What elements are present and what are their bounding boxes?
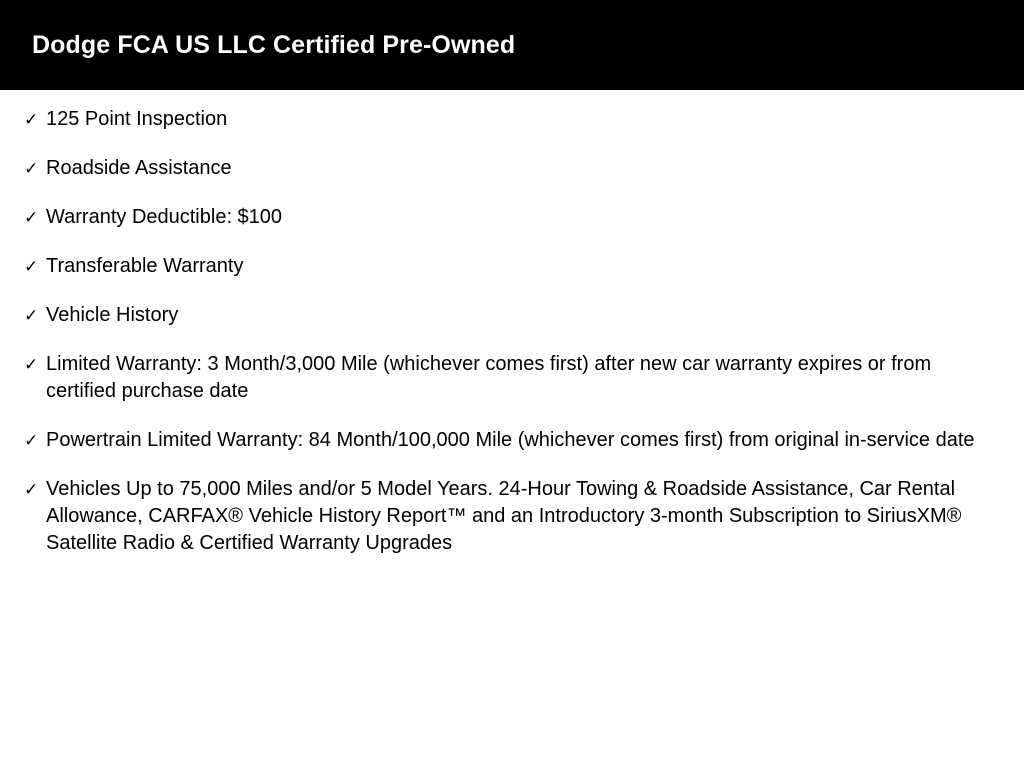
- feature-label: Limited Warranty: 3 Month/3,000 Mile (whichever comes first) after new car warranty expires or from certified purchase date: [46, 353, 932, 402]
- list-item: [24, 476, 1000, 557]
- list-item: [24, 253, 1000, 280]
- feature-label: Roadside Assistance: [46, 157, 232, 179]
- check-icon: ✓: [24, 208, 39, 227]
- header-bar: [0, 0, 1024, 90]
- list-item: [24, 106, 1000, 133]
- check-icon: ✓: [24, 431, 39, 450]
- check-icon: ✓: [24, 159, 39, 178]
- list-item: [24, 155, 1000, 182]
- check-icon: ✓: [24, 257, 39, 276]
- list-item: [24, 427, 1000, 454]
- feature-label: 125 Point Inspection: [46, 108, 228, 130]
- check-icon: ✓: [24, 110, 39, 129]
- feature-list: [0, 90, 1024, 557]
- check-icon: ✓: [24, 355, 39, 374]
- list-item: [24, 302, 1000, 329]
- feature-label: Warranty Deductible: $100: [46, 206, 283, 228]
- feature-label: Vehicle History: [46, 304, 179, 326]
- check-icon: ✓: [24, 306, 39, 325]
- page-title: Dodge FCA US LLC Certified Pre-Owned: [32, 31, 516, 59]
- check-icon: ✓: [24, 480, 39, 499]
- list-item: [24, 204, 1000, 231]
- feature-label: Powertrain Limited Warranty: 84 Month/100,000 Mile (whichever comes first) from original in-service date: [46, 429, 975, 451]
- list-item: [24, 351, 1000, 405]
- feature-label: Vehicles Up to 75,000 Miles and/or 5 Model Years. 24-Hour Towing & Roadside Assistance, Car Rental Allowance, CARFAX® Vehicle History Report™ and an Introductory 3-month Subscription to SiriusXM® Satellite Radio & Certified Warranty Upgrades: [46, 478, 962, 554]
- feature-label: Transferable Warranty: [46, 255, 244, 277]
